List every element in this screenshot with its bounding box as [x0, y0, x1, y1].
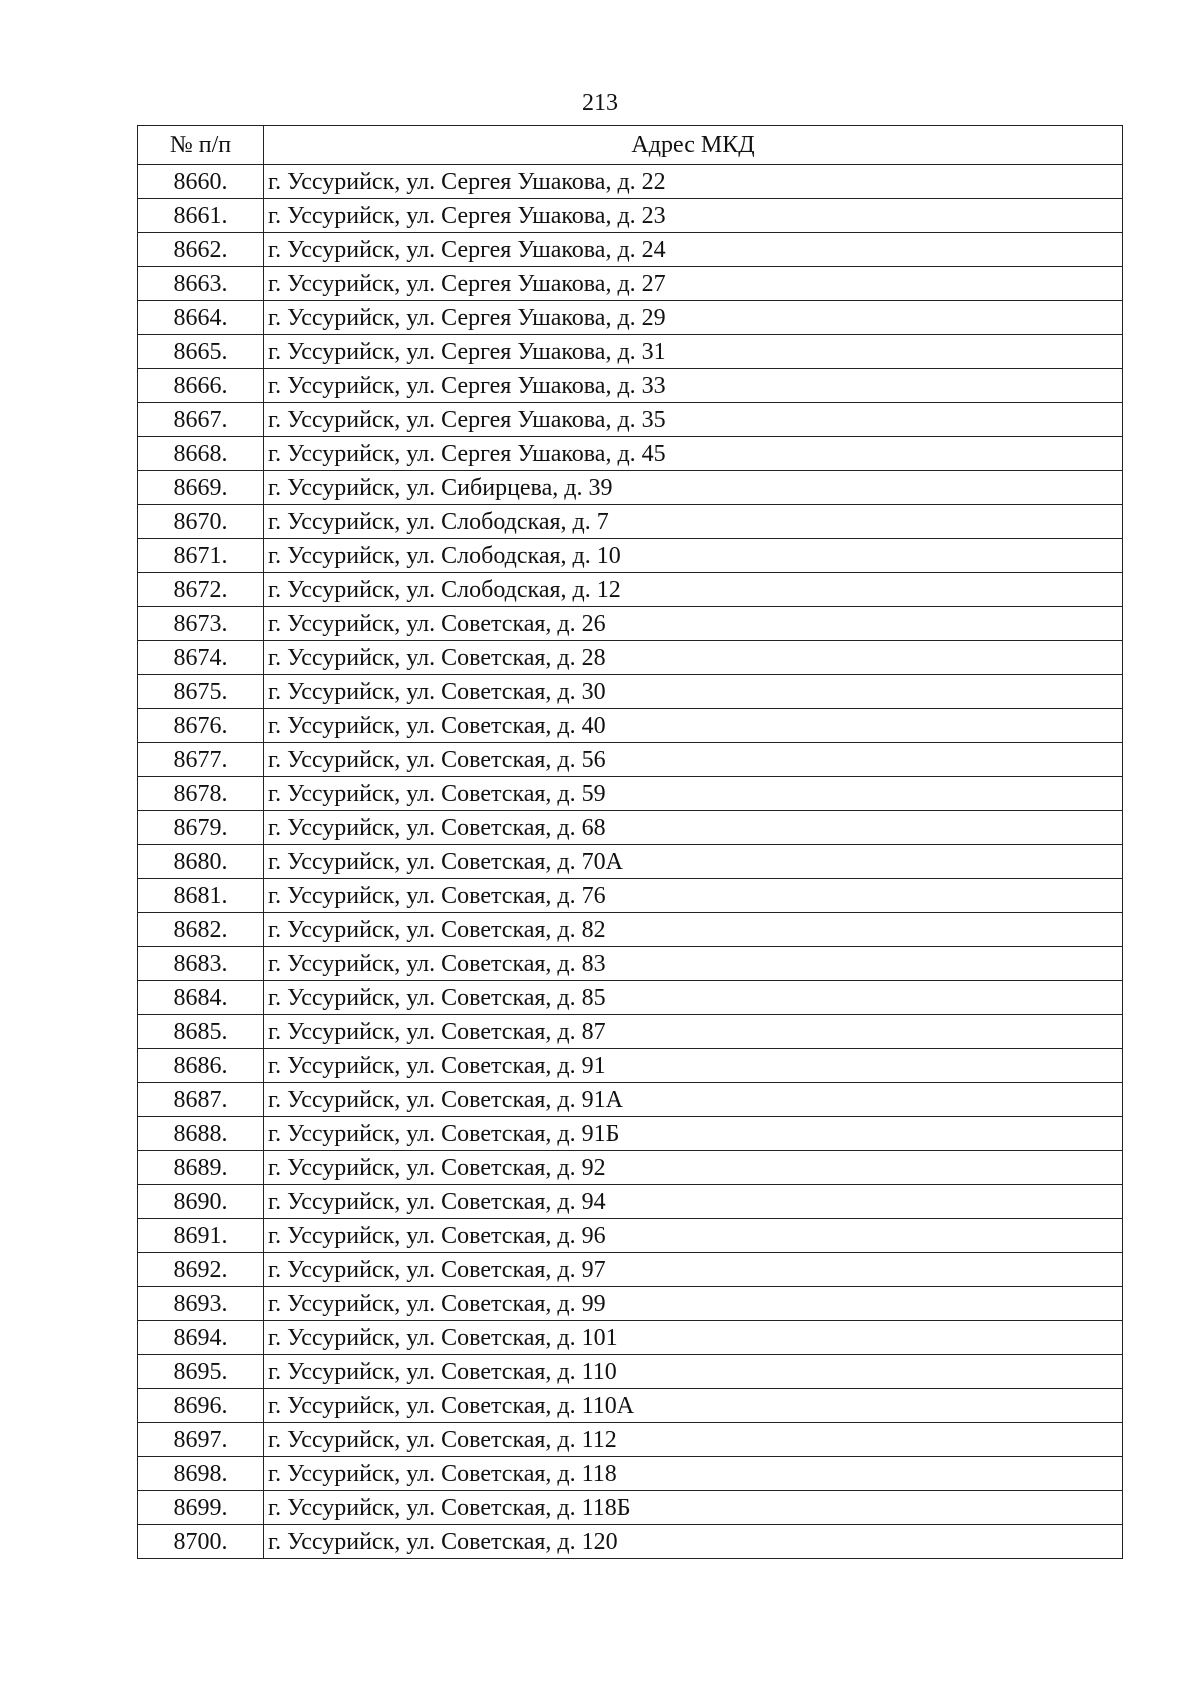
row-address-cell: г. Уссурийск, ул. Советская, д. 110 [264, 1355, 1123, 1389]
row-number-cell: 8692. [138, 1253, 264, 1287]
row-number-cell: 8699. [138, 1491, 264, 1525]
row-address-cell: г. Уссурийск, ул. Сибирцева, д. 39 [264, 471, 1123, 505]
row-number-cell: 8669. [138, 471, 264, 505]
table-row [138, 811, 1123, 845]
row-address-cell: г. Уссурийск, ул. Советская, д. 96 [264, 1219, 1123, 1253]
row-number-cell: 8678. [138, 777, 264, 811]
row-number-cell: 8676. [138, 709, 264, 743]
row-address-cell: г. Уссурийск, ул. Советская, д. 83 [264, 947, 1123, 981]
table-row [138, 199, 1123, 233]
row-number-cell: 8694. [138, 1321, 264, 1355]
table-row [138, 1083, 1123, 1117]
row-address-cell: г. Уссурийск, ул. Советская, д. 26 [264, 607, 1123, 641]
row-number-cell: 8671. [138, 539, 264, 573]
table-row [138, 879, 1123, 913]
page-number: 213 [582, 90, 618, 116]
table-row [138, 777, 1123, 811]
row-address-cell: г. Уссурийск, ул. Советская, д. 76 [264, 879, 1123, 913]
table-row [138, 1321, 1123, 1355]
row-address-cell: г. Уссурийск, ул. Советская, д. 110А [264, 1389, 1123, 1423]
table-row [138, 1423, 1123, 1457]
row-address-cell: г. Уссурийск, ул. Сергея Ушакова, д. 24 [264, 233, 1123, 267]
row-address-cell: г. Уссурийск, ул. Советская, д. 91 [264, 1049, 1123, 1083]
row-address-cell: г. Уссурийск, ул. Советская, д. 70А [264, 845, 1123, 879]
row-number-cell: 8662. [138, 233, 264, 267]
table-row [138, 1185, 1123, 1219]
row-number-cell: 8675. [138, 675, 264, 709]
table-row [138, 1151, 1123, 1185]
row-address-cell: г. Уссурийск, ул. Сергея Ушакова, д. 23 [264, 199, 1123, 233]
table-row [138, 709, 1123, 743]
table-row [138, 505, 1123, 539]
row-number-cell: 8664. [138, 301, 264, 335]
table-row [138, 1287, 1123, 1321]
table-row [138, 981, 1123, 1015]
table-row [138, 675, 1123, 709]
row-address-cell: г. Уссурийск, ул. Советская, д. 91А [264, 1083, 1123, 1117]
row-number-cell: 8663. [138, 267, 264, 301]
row-address-cell: г. Уссурийск, ул. Советская, д. 85 [264, 981, 1123, 1015]
row-address-cell: г. Уссурийск, ул. Советская, д. 40 [264, 709, 1123, 743]
table-row [138, 335, 1123, 369]
table-row [138, 1117, 1123, 1151]
row-address-cell: г. Уссурийск, ул. Советская, д. 97 [264, 1253, 1123, 1287]
row-address-cell: г. Уссурийск, ул. Слободская, д. 12 [264, 573, 1123, 607]
table-row [138, 947, 1123, 981]
table-header [138, 126, 1123, 165]
row-number-cell: 8697. [138, 1423, 264, 1457]
header-num: № п/п [138, 126, 264, 165]
table-row [138, 1049, 1123, 1083]
row-address-cell: г. Уссурийск, ул. Советская, д. 94 [264, 1185, 1123, 1219]
row-number-cell: 8677. [138, 743, 264, 777]
row-number-cell: 8685. [138, 1015, 264, 1049]
row-number-cell: 8668. [138, 437, 264, 471]
row-address-cell: г. Уссурийск, ул. Советская, д. 118 [264, 1457, 1123, 1491]
table-row [138, 1525, 1123, 1559]
row-address-cell: г. Уссурийск, ул. Советская, д. 30 [264, 675, 1123, 709]
row-address-cell: г. Уссурийск, ул. Сергея Ушакова, д. 31 [264, 335, 1123, 369]
row-number-cell: 8660. [138, 165, 264, 199]
row-address-cell: г. Уссурийск, ул. Советская, д. 59 [264, 777, 1123, 811]
table-row [138, 301, 1123, 335]
row-address-cell: г. Уссурийск, ул. Сергея Ушакова, д. 27 [264, 267, 1123, 301]
mkd-address-table [137, 125, 1123, 1559]
row-number-cell: 8683. [138, 947, 264, 981]
row-number-cell: 8670. [138, 505, 264, 539]
table-row [138, 1355, 1123, 1389]
table-row [138, 1457, 1123, 1491]
row-number-cell: 8682. [138, 913, 264, 947]
row-number-cell: 8674. [138, 641, 264, 675]
row-address-cell: г. Уссурийск, ул. Слободская, д. 10 [264, 539, 1123, 573]
row-number-cell: 8690. [138, 1185, 264, 1219]
table-row [138, 403, 1123, 437]
row-address-cell: г. Уссурийск, ул. Советская, д. 112 [264, 1423, 1123, 1457]
row-number-cell: 8700. [138, 1525, 264, 1559]
row-address-cell: г. Уссурийск, ул. Советская, д. 118Б [264, 1491, 1123, 1525]
table-row [138, 573, 1123, 607]
header-address: Адрес МКД [264, 126, 1123, 165]
row-address-cell: г. Уссурийск, ул. Советская, д. 91Б [264, 1117, 1123, 1151]
row-address-cell: г. Уссурийск, ул. Сергея Ушакова, д. 33 [264, 369, 1123, 403]
row-number-cell: 8684. [138, 981, 264, 1015]
row-number-cell: 8679. [138, 811, 264, 845]
row-address-cell: г. Уссурийск, ул. Советская, д. 92 [264, 1151, 1123, 1185]
row-address-cell: г. Уссурийск, ул. Сергея Ушакова, д. 29 [264, 301, 1123, 335]
table-row [138, 607, 1123, 641]
row-number-cell: 8681. [138, 879, 264, 913]
row-address-cell: г. Уссурийск, ул. Слободская, д. 7 [264, 505, 1123, 539]
row-number-cell: 8688. [138, 1117, 264, 1151]
table-row [138, 369, 1123, 403]
row-address-cell: г. Уссурийск, ул. Советская, д. 120 [264, 1525, 1123, 1559]
row-address-cell: г. Уссурийск, ул. Сергея Ушакова, д. 35 [264, 403, 1123, 437]
row-number-cell: 8691. [138, 1219, 264, 1253]
row-number-cell: 8665. [138, 335, 264, 369]
row-address-cell: г. Уссурийск, ул. Советская, д. 87 [264, 1015, 1123, 1049]
row-number-cell: 8673. [138, 607, 264, 641]
row-number-cell: 8698. [138, 1457, 264, 1491]
row-address-cell: г. Уссурийск, ул. Сергея Ушакова, д. 22 [264, 165, 1123, 199]
row-number-cell: 8687. [138, 1083, 264, 1117]
table-row [138, 743, 1123, 777]
row-address-cell: г. Уссурийск, ул. Советская, д. 82 [264, 913, 1123, 947]
row-number-cell: 8693. [138, 1287, 264, 1321]
table-row [138, 1219, 1123, 1253]
row-address-cell: г. Уссурийск, ул. Советская, д. 101 [264, 1321, 1123, 1355]
table-row [138, 471, 1123, 505]
row-address-cell: г. Уссурийск, ул. Сергея Ушакова, д. 45 [264, 437, 1123, 471]
row-number-cell: 8686. [138, 1049, 264, 1083]
row-address-cell: г. Уссурийск, ул. Советская, д. 68 [264, 811, 1123, 845]
table-body [138, 165, 1123, 1559]
table-row [138, 165, 1123, 199]
row-number-cell: 8667. [138, 403, 264, 437]
row-number-cell: 8661. [138, 199, 264, 233]
table-row [138, 233, 1123, 267]
row-number-cell: 8696. [138, 1389, 264, 1423]
row-number-cell: 8666. [138, 369, 264, 403]
row-number-cell: 8672. [138, 573, 264, 607]
row-number-cell: 8689. [138, 1151, 264, 1185]
table-row [138, 913, 1123, 947]
row-address-cell: г. Уссурийск, ул. Советская, д. 56 [264, 743, 1123, 777]
row-address-cell: г. Уссурийск, ул. Советская, д. 28 [264, 641, 1123, 675]
table-row [138, 1389, 1123, 1423]
table-row [138, 845, 1123, 879]
table-row [138, 1015, 1123, 1049]
row-number-cell: 8695. [138, 1355, 264, 1389]
table-row [138, 267, 1123, 301]
table-row [138, 1491, 1123, 1525]
table-row [138, 641, 1123, 675]
row-number-cell: 8680. [138, 845, 264, 879]
table-row [138, 437, 1123, 471]
row-address-cell: г. Уссурийск, ул. Советская, д. 99 [264, 1287, 1123, 1321]
table-row [138, 1253, 1123, 1287]
table-row [138, 539, 1123, 573]
table-header-row [138, 126, 1123, 165]
